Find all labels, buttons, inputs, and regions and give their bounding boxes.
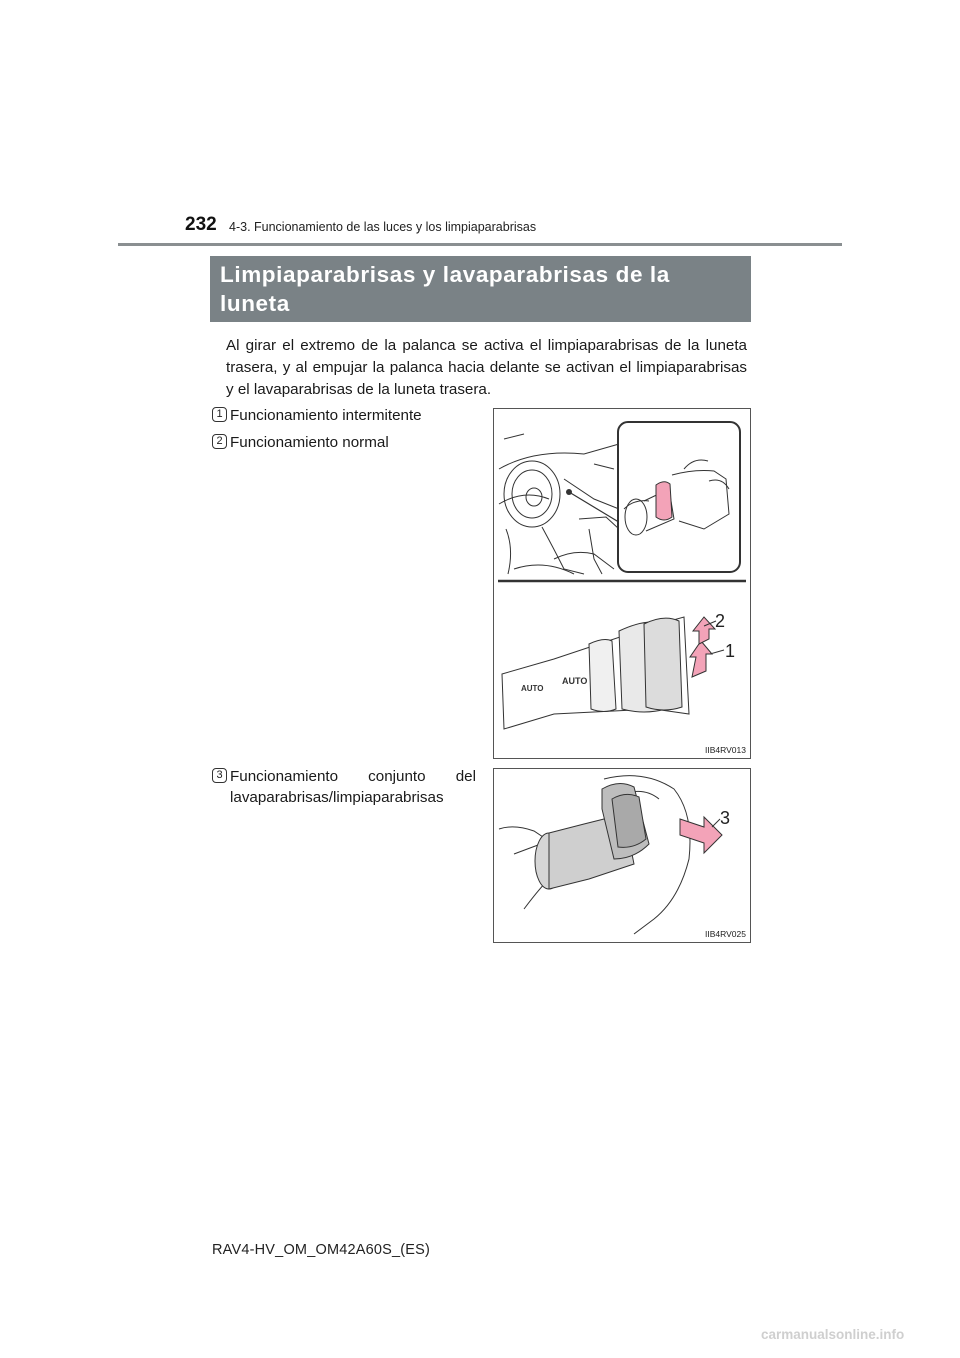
figure-lever-auto-label: AUTO xyxy=(521,684,544,693)
figure-lever-push xyxy=(493,768,751,943)
item-text: Funcionamiento conjunto del lavaparabrisas/limpiaparabrisas xyxy=(230,768,476,806)
watermark: carmanualsonline.info xyxy=(761,1327,905,1342)
figure-1-callout-2: 2 xyxy=(715,611,726,631)
section-banner xyxy=(210,256,751,345)
figure-lever-rotation-illustration xyxy=(494,409,750,758)
intro-paragraph: Al girar el extremo de la palanca se activa el limpiaparabrisas de la luneta trasera, y al empujar la palanca hacia delante se activan el limpiaparabrisas y el lavaparabrisas de la luneta trasera. xyxy=(226,337,747,398)
figure-lever-push-illustration xyxy=(494,769,750,942)
figure-stalk-auto-label: AUTO xyxy=(562,676,588,686)
item-badge: 2 xyxy=(212,434,227,449)
figure-code: IIB4RV025 xyxy=(705,929,746,939)
section-title-line-2: trasera xyxy=(220,320,300,345)
item-badge: 1 xyxy=(212,407,227,422)
item-badge: 3 xyxy=(212,768,227,783)
running-head: 4-3. Funcionamiento de las luces y los limpiaparabrisas xyxy=(229,220,537,234)
figure-2-callout-3: 3 xyxy=(720,808,731,828)
page-number: 232 xyxy=(185,214,217,235)
item-text: Funcionamiento normal xyxy=(230,434,389,451)
item-text: Funcionamiento intermitente xyxy=(230,407,422,424)
figure-1-callout-1: 1 xyxy=(725,641,736,661)
figure-lever-rotation xyxy=(493,408,751,759)
section-title-line-1: Limpiaparabrisas y lavaparabrisas de la luneta xyxy=(220,262,670,316)
figure-code: IIB4RV013 xyxy=(705,745,746,755)
footer-document-id: RAV4-HV_OM_OM42A60S_(ES) xyxy=(212,1242,431,1258)
header-rule xyxy=(118,243,842,246)
